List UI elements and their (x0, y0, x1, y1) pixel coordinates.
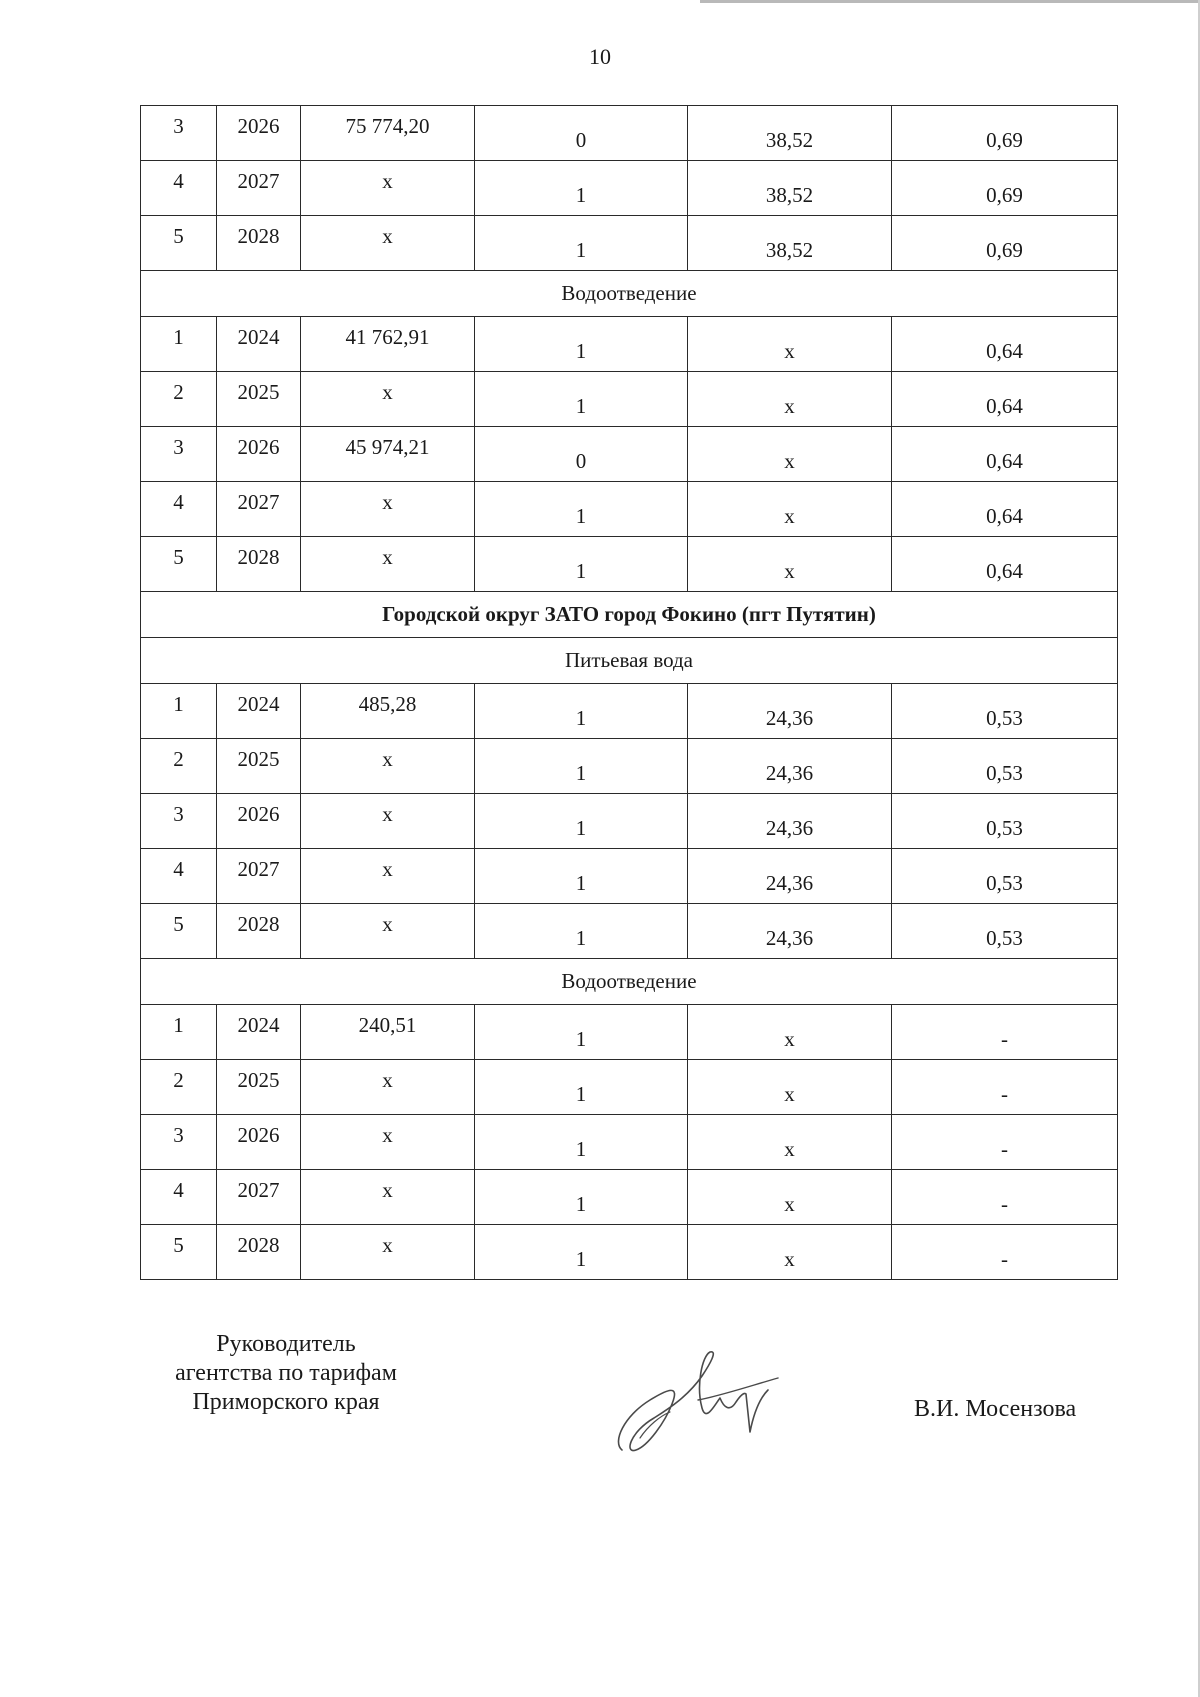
table-row (141, 537, 1118, 592)
table-cell: 2024 (217, 684, 301, 739)
table-cell: 1 (475, 482, 688, 537)
table-cell: - (892, 1005, 1118, 1060)
table-cell: 2 (141, 1060, 217, 1115)
table-cell: 2 (141, 739, 217, 794)
table-cell: x (688, 427, 892, 482)
table-cell: 24,36 (688, 849, 892, 904)
table-cell: 4 (141, 482, 217, 537)
table-row (141, 904, 1118, 959)
table-cell: - (892, 1170, 1118, 1225)
table-row (141, 1225, 1118, 1280)
table-cell: 2024 (217, 317, 301, 372)
table-cell: 1 (141, 684, 217, 739)
table-cell: 5 (141, 904, 217, 959)
table-cell: 1 (475, 1060, 688, 1115)
table-cell: 38,52 (688, 161, 892, 216)
table-cell: x (301, 1225, 475, 1280)
table-cell: - (892, 1225, 1118, 1280)
table-cell: 2028 (217, 1225, 301, 1280)
table-cell: 1 (475, 317, 688, 372)
table-cell: x (301, 739, 475, 794)
table-cell: 2028 (217, 216, 301, 271)
signer-position (136, 1330, 436, 1417)
table-row (141, 372, 1118, 427)
table-cell: 1 (141, 1005, 217, 1060)
table-cell: 0,53 (892, 794, 1118, 849)
table-cell: 1 (475, 1115, 688, 1170)
table-cell: 240,51 (301, 1005, 475, 1060)
table-cell: 4 (141, 161, 217, 216)
table-cell: 0,64 (892, 317, 1118, 372)
table-cell: 2025 (217, 739, 301, 794)
table-cell: 24,36 (688, 684, 892, 739)
table-cell: - (892, 1060, 1118, 1115)
table-cell: 1 (475, 372, 688, 427)
table-cell: 2027 (217, 849, 301, 904)
table-cell: 0,69 (892, 106, 1118, 161)
table-cell: 2025 (217, 372, 301, 427)
table-cell: 2025 (217, 1060, 301, 1115)
table-cell: x (688, 1115, 892, 1170)
table-cell: x (688, 537, 892, 592)
table-cell: 3 (141, 1115, 217, 1170)
table-cell: 2027 (217, 161, 301, 216)
section-header-cell: Питьевая вода (141, 638, 1118, 684)
table-cell: x (688, 1005, 892, 1060)
table-cell: 1 (141, 317, 217, 372)
table-cell: 0,64 (892, 427, 1118, 482)
table-row (141, 739, 1118, 794)
table-cell: 0,69 (892, 216, 1118, 271)
table-cell: 2028 (217, 904, 301, 959)
table-row (141, 1115, 1118, 1170)
table-cell: 1 (475, 1005, 688, 1060)
table-cell: 1 (475, 1170, 688, 1225)
section-header-row (141, 638, 1118, 684)
tariff-table-body (141, 106, 1118, 1280)
section-header-cell: Водоотведение (141, 271, 1118, 317)
section-header-bold-row (141, 592, 1118, 638)
table-cell: 2026 (217, 1115, 301, 1170)
table-cell: x (688, 372, 892, 427)
table-cell: 1 (475, 684, 688, 739)
table-cell: x (301, 537, 475, 592)
table-cell: 2024 (217, 1005, 301, 1060)
table-row (141, 1170, 1118, 1225)
table-cell: 24,36 (688, 794, 892, 849)
table-row (141, 482, 1118, 537)
table-cell: 1 (475, 1225, 688, 1280)
page-number: 10 (589, 44, 611, 69)
table-cell: 0,53 (892, 849, 1118, 904)
table-cell: 5 (141, 1225, 217, 1280)
table-cell: x (301, 161, 475, 216)
table-row (141, 849, 1118, 904)
table-cell: x (301, 849, 475, 904)
table-cell: x (301, 794, 475, 849)
table-cell: x (688, 1225, 892, 1280)
table-cell: 5 (141, 537, 217, 592)
table-cell: 24,36 (688, 904, 892, 959)
table-cell: 2026 (217, 427, 301, 482)
table-cell: 0,64 (892, 537, 1118, 592)
table-cell: 485,28 (301, 684, 475, 739)
signer-position-line: Руководитель (216, 1331, 356, 1357)
table-cell: 3 (141, 427, 217, 482)
table-row (141, 794, 1118, 849)
table-cell: 0,69 (892, 161, 1118, 216)
table-cell: - (892, 1115, 1118, 1170)
table-row (141, 1005, 1118, 1060)
table-row (141, 684, 1118, 739)
table-cell: x (688, 1170, 892, 1225)
table-cell: 0,64 (892, 372, 1118, 427)
table-cell: 1 (475, 794, 688, 849)
scan-edge-top (700, 0, 1200, 3)
table-row (141, 106, 1118, 161)
table-cell: x (301, 904, 475, 959)
table-cell: 3 (141, 794, 217, 849)
section-header-row (141, 271, 1118, 317)
table-row (141, 1060, 1118, 1115)
table-cell: 0,64 (892, 482, 1118, 537)
table-cell: x (301, 216, 475, 271)
table-cell: 1 (475, 739, 688, 794)
table-cell: x (301, 1170, 475, 1225)
table-cell: 1 (475, 537, 688, 592)
table-cell: x (301, 372, 475, 427)
table-cell: 2026 (217, 794, 301, 849)
signer-name: В.И. Мосензова (914, 1396, 1077, 1422)
table-cell: 2027 (217, 1170, 301, 1225)
table-cell: x (688, 1060, 892, 1115)
section-header-cell: Водоотведение (141, 959, 1118, 1005)
table-cell: 38,52 (688, 216, 892, 271)
table-cell: 45 974,21 (301, 427, 475, 482)
table-cell: 0,53 (892, 684, 1118, 739)
table-cell: 0,53 (892, 904, 1118, 959)
table-cell: 2026 (217, 106, 301, 161)
table-cell: 1 (475, 161, 688, 216)
table-cell: 4 (141, 1170, 217, 1225)
tariff-table (140, 105, 1118, 1280)
table-cell: 0,53 (892, 739, 1118, 794)
table-row (141, 161, 1118, 216)
table-cell: 2 (141, 372, 217, 427)
table-cell: x (688, 482, 892, 537)
table-cell: 4 (141, 849, 217, 904)
signer-position-line: Приморского края (192, 1389, 380, 1415)
table-cell: 1 (475, 904, 688, 959)
table-cell: 2028 (217, 537, 301, 592)
table-row (141, 427, 1118, 482)
table-cell: 24,36 (688, 739, 892, 794)
table-cell: x (301, 1115, 475, 1170)
table-cell: x (301, 1060, 475, 1115)
handwritten-signature (610, 1346, 780, 1462)
table-cell: 0 (475, 427, 688, 482)
table-cell: 38,52 (688, 106, 892, 161)
table-cell: x (688, 317, 892, 372)
table-cell: 2027 (217, 482, 301, 537)
signer-position-line: агентства по тарифам (175, 1360, 397, 1386)
table-row (141, 317, 1118, 372)
table-cell: 0 (475, 106, 688, 161)
section-header-cell: Городской округ ЗАТО город Фокино (пгт Путятин) (141, 592, 1118, 638)
section-header-row (141, 959, 1118, 1005)
table-cell: 5 (141, 216, 217, 271)
table-cell: 3 (141, 106, 217, 161)
table-cell: 1 (475, 849, 688, 904)
table-cell: 1 (475, 216, 688, 271)
table-cell: 41 762,91 (301, 317, 475, 372)
table-cell: 75 774,20 (301, 106, 475, 161)
table-cell: x (301, 482, 475, 537)
table-row (141, 216, 1118, 271)
